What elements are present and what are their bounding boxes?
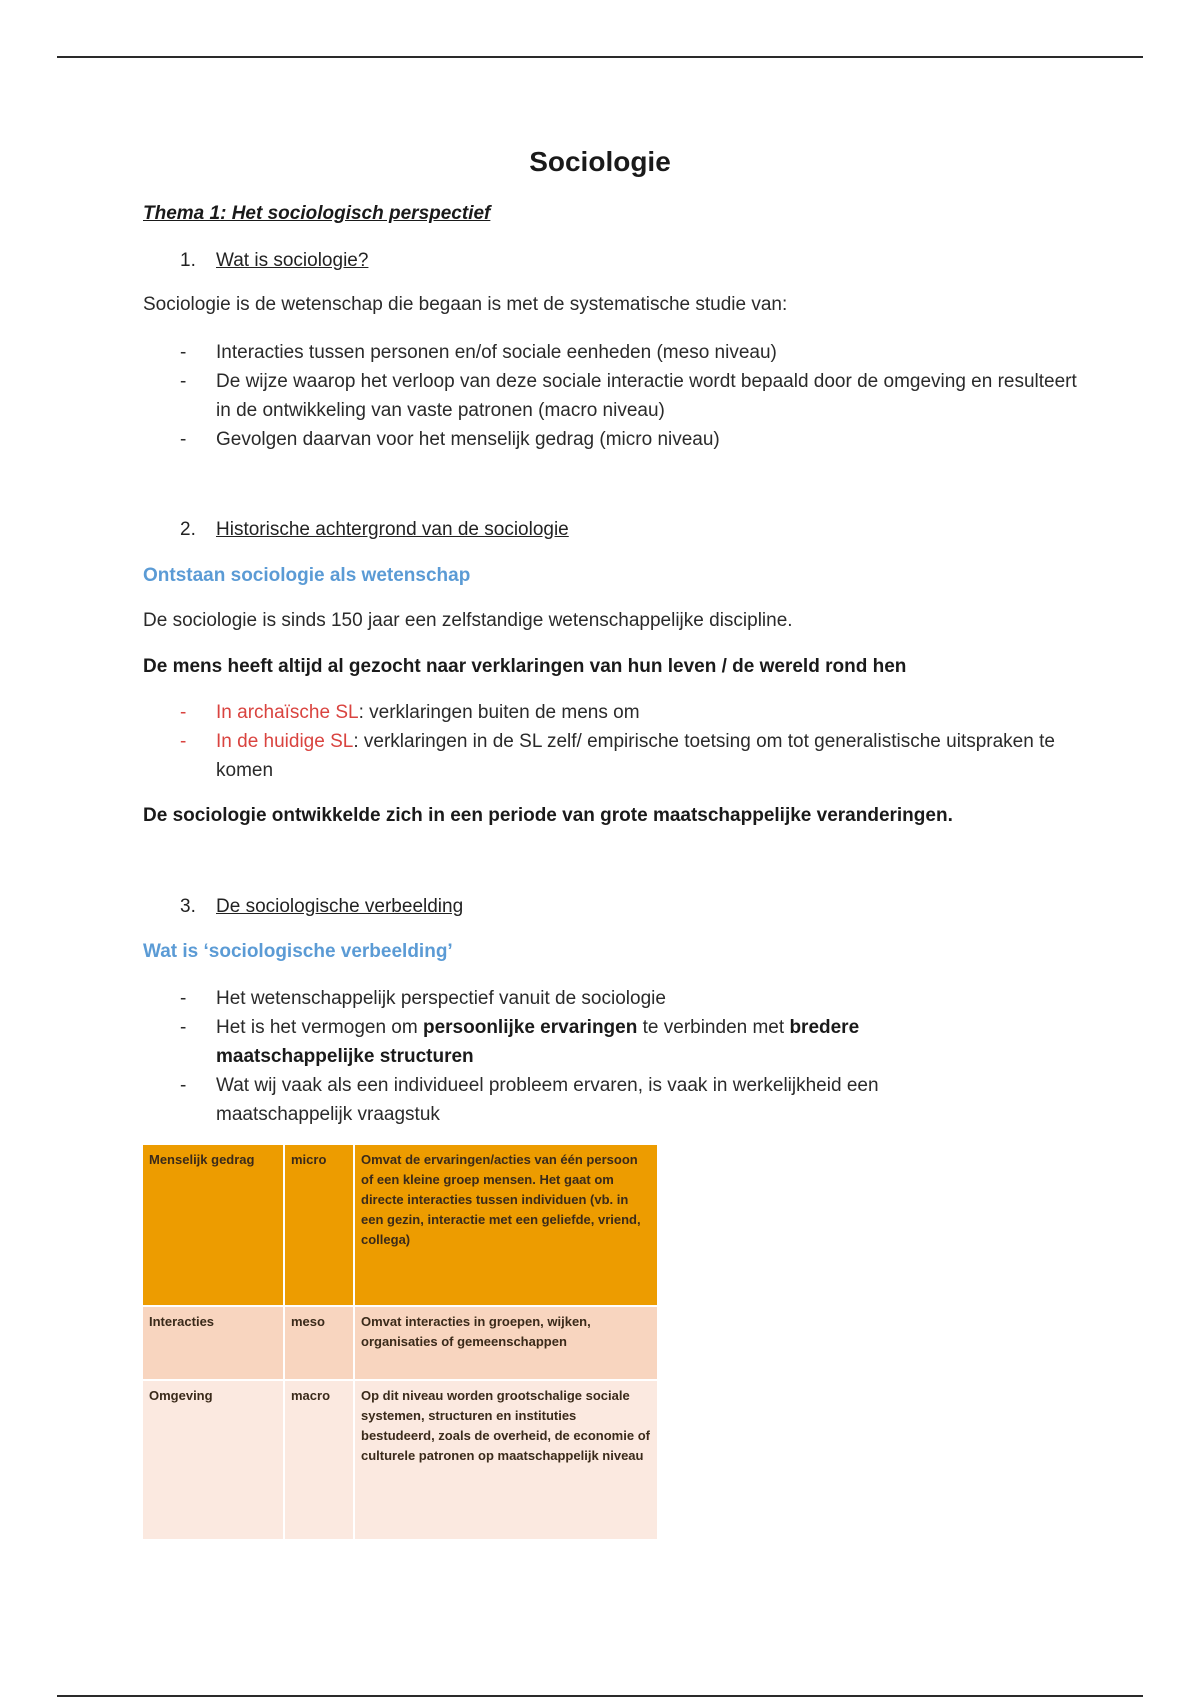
paragraph-bold: De sociologie ontwikkelde zich in een periode van grote maatschappelijke veranderingen.: [143, 805, 953, 826]
bullet-dash: -: [180, 988, 187, 1009]
list-item: [180, 698, 1080, 727]
section-heading-2: [180, 519, 569, 541]
emphasis: persoonlijke ervaringen: [422, 1017, 638, 1038]
table-row: [143, 1380, 658, 1540]
list-item: [180, 367, 1080, 425]
table-cell-label: Menselijk gedrag: [143, 1145, 284, 1306]
table-cell-level: macro: [284, 1380, 354, 1540]
section-number: 2.: [180, 519, 196, 540]
levels-table: [143, 1145, 659, 1541]
table-row: [143, 1145, 658, 1306]
footer-rule: [57, 1695, 1143, 1697]
list-item: [180, 1013, 900, 1071]
table-row: [143, 1306, 658, 1380]
paragraph-intro: Sociologie is de wetenschap die begaan is met de systematische studie van:: [143, 294, 788, 315]
list-item: [180, 984, 1080, 1013]
bullet-dash: -: [180, 1075, 187, 1096]
list-item: [180, 338, 1080, 367]
subheading: Wat is ‘sociologische verbeelding’: [143, 941, 453, 962]
bullet-dash: -: [180, 371, 187, 392]
bullet-text: : verklaringen buiten de mens om: [358, 702, 640, 723]
bullet-text: : verklaringen in de SL zelf/ empirische toetsing om tot generalistische uitspraken te komen: [216, 731, 1055, 781]
section-number: 3.: [180, 896, 196, 917]
table-cell-description: Op dit niveau worden grootschalige sociale systemen, structuren en instituties bestudeerd, zoals de overheid, de economie of culturele patronen op maatschappelijk niveau: [354, 1380, 658, 1540]
section-heading-1: [180, 250, 368, 272]
section-label: De sociologische verbeelding: [216, 896, 464, 917]
table-cell-description: Omvat interacties in groepen, wijken, organisaties of gemeenschappen: [354, 1306, 658, 1380]
highlight-term: In de huidige SL: [216, 731, 354, 752]
bullet-dash: -: [180, 429, 187, 450]
table-cell-description: Omvat de ervaringen/acties van één persoon of een kleine groep mensen. Het gaat om directe interacties tussen individuen (vb. in een gezin, interactie met een geliefde, vriend, collega): [354, 1145, 658, 1306]
table-cell-label: Omgeving: [143, 1380, 284, 1540]
section-label: Wat is sociologie?: [216, 250, 369, 271]
section-heading-3: [180, 896, 463, 918]
bullet-text: De wijze waarop het verloop van deze sociale interactie wordt bepaald door de omgeving en resulteert in de ontwikkeling van vaste patronen (macro niveau): [216, 371, 1077, 421]
bullet-dash: -: [180, 1017, 187, 1038]
bullet-text: Het wetenschappelijk perspectief vanuit de sociologie: [216, 988, 666, 1009]
paragraph: De sociologie is sinds 150 jaar een zelfstandige wetenschappelijke discipline.: [143, 610, 793, 631]
bullet-dash: -: [180, 342, 187, 363]
bullet-text: Gevolgen daarvan voor het menselijk gedrag (micro niveau): [216, 429, 720, 450]
paragraph-bold: De mens heeft altijd al gezocht naar verklaringen van hun leven / de wereld rond hen: [143, 656, 907, 677]
list-item: [180, 727, 1080, 785]
emphasis: bredere maatschappelijke structuren: [216, 1017, 860, 1067]
list-item: [180, 425, 1080, 454]
table-cell-level: micro: [284, 1145, 354, 1306]
bullet-dash: -: [180, 731, 187, 752]
bullet-text: Het is het vermogen om: [216, 1017, 423, 1038]
bullet-text: Wat wij vaak als een individueel probleem ervaren, is vaak in werkelijkheid een maatschappelijk vraagstuk: [216, 1075, 879, 1125]
bullet-text: Interacties tussen personen en/of sociale eenheden (meso niveau): [216, 342, 777, 363]
header-rule: [57, 56, 1143, 58]
table-cell-label: Interacties: [143, 1306, 284, 1380]
subheading: Ontstaan sociologie als wetenschap: [143, 565, 471, 586]
highlight-term: In archaïsche SL: [216, 702, 359, 723]
section-label: Historische achtergrond van de sociologie: [216, 519, 569, 540]
list-item: [180, 1071, 940, 1129]
bullet-text: te verbinden met: [637, 1017, 790, 1038]
section-number: 1.: [180, 250, 196, 271]
bullet-dash: -: [180, 702, 187, 723]
page-title: Sociologie: [529, 146, 671, 177]
theme-heading: Thema 1: Het sociologisch perspectief: [143, 203, 491, 224]
table-cell-level: meso: [284, 1306, 354, 1380]
